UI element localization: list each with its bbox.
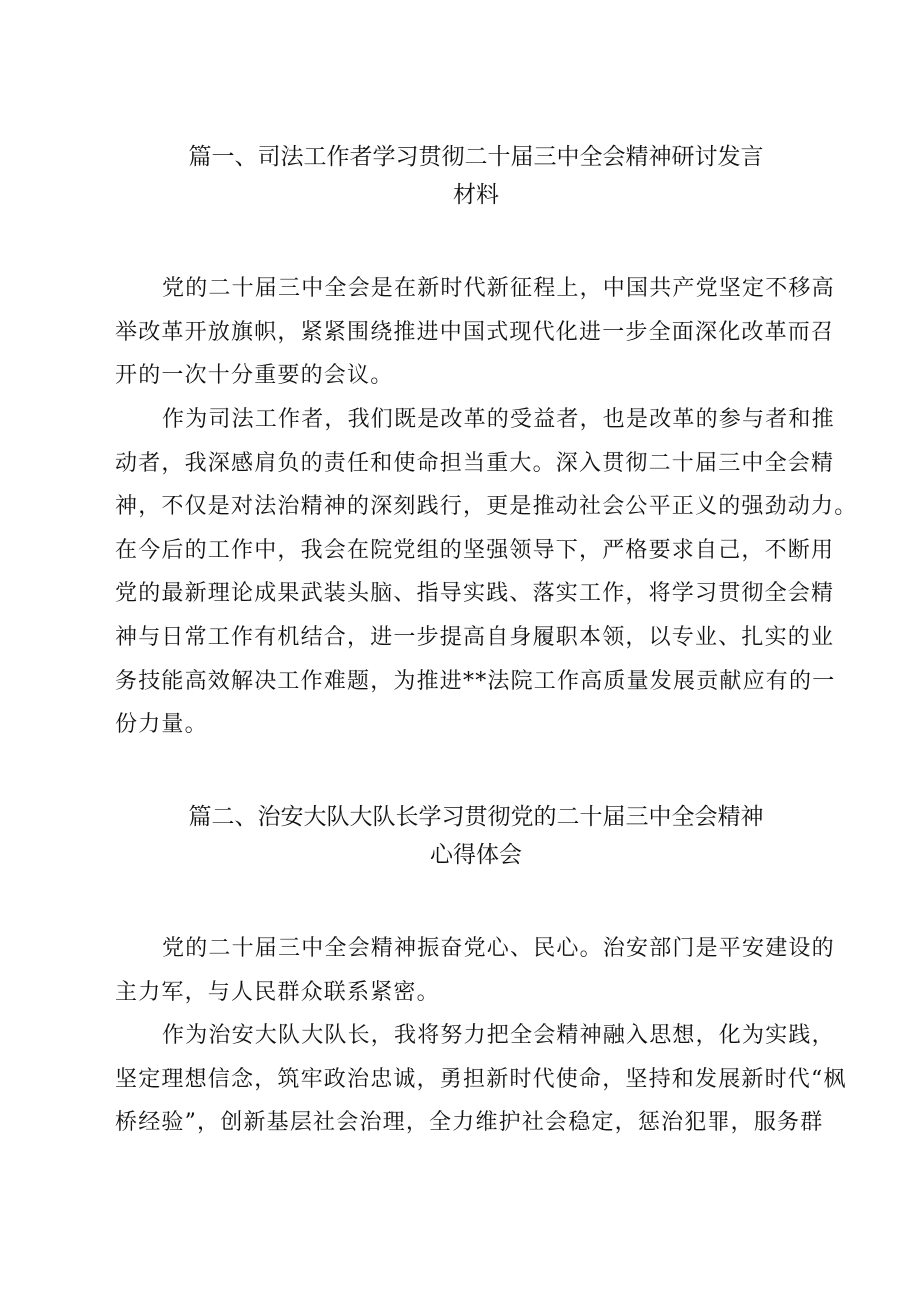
paragraph-line: 桥经验”，创新基层社会治理，全力维护社会稳定，惩治犯罪，服务群 [115, 1110, 824, 1136]
paragraph-line: 举改革开放旗帜，紧紧围绕推进中国式现代化进一步全面深化改革而召 [115, 319, 835, 345]
section-2-title [100, 798, 852, 874]
paragraph-line: 党的二十届三中全会精神振奋党心、民心。治安部门是平安建设的 [162, 936, 835, 961]
section-1-title-line-1: 篇一、司法工作者学习贯彻二十届三中全会精神研讨发言 [188, 144, 764, 170]
section-1-paragraph-2 [115, 398, 858, 747]
paragraph-line: 务技能高效解决工作难题，为推进**法院工作高质量发展贡献应有的一 [115, 668, 836, 694]
paragraph-line: 作为司法工作者，我们既是改革的受益者，也是改革的参与者和推 [162, 407, 835, 432]
paragraph-line: 神与日常工作有机结合，进一步提高自身履职本领，以专业、扎实的业 [115, 624, 835, 650]
paragraph-line: 开的一次十分重要的会议。 [115, 363, 394, 389]
paragraph-line: 作为治安大队大队长，我将努力把全会精神融入思想，化为实践， [162, 1023, 835, 1048]
paragraph-line: 动者，我深感肩负的责任和使命担当重大。深入贯彻二十届三中全会精 [115, 450, 835, 476]
section-2-title-line-1: 篇二、治安大队大队长学习贯彻党的二十届三中全会精神 [188, 804, 764, 830]
section-1-title-line-2: 材料 [453, 182, 499, 208]
section-1-title [100, 138, 852, 214]
paragraph-line: 主力军，与人民群众联系紧密。 [115, 979, 440, 1005]
paragraph-line: 神，不仅是对法治精神的深刻践行，更是推动社会公平正义的强劲动力。 [115, 494, 858, 520]
paragraph-line: 党的最新理论成果武装头脑、指导实践、落实工作，将学习贯彻全会精 [115, 581, 835, 607]
paragraph-line: 党的二十届三中全会是在新时代新征程上，中国共产党坚定不移高 [162, 276, 835, 301]
paragraph-line: 在今后的工作中，我会在院党组的坚强领导下，严格要求自己，不断用 [115, 537, 835, 563]
section-2-title-line-2: 心得体会 [430, 842, 522, 868]
paragraph-line: 份力量。 [115, 712, 208, 738]
section-2-paragraph-2 [115, 1014, 847, 1145]
section-2-paragraph-1 [115, 927, 833, 1014]
paragraph-line: 坚定理想信念，筑牢政治忠诚，勇担新时代使命，坚持和发展新时代“枫 [115, 1066, 847, 1092]
section-1-paragraph-1 [115, 267, 833, 398]
